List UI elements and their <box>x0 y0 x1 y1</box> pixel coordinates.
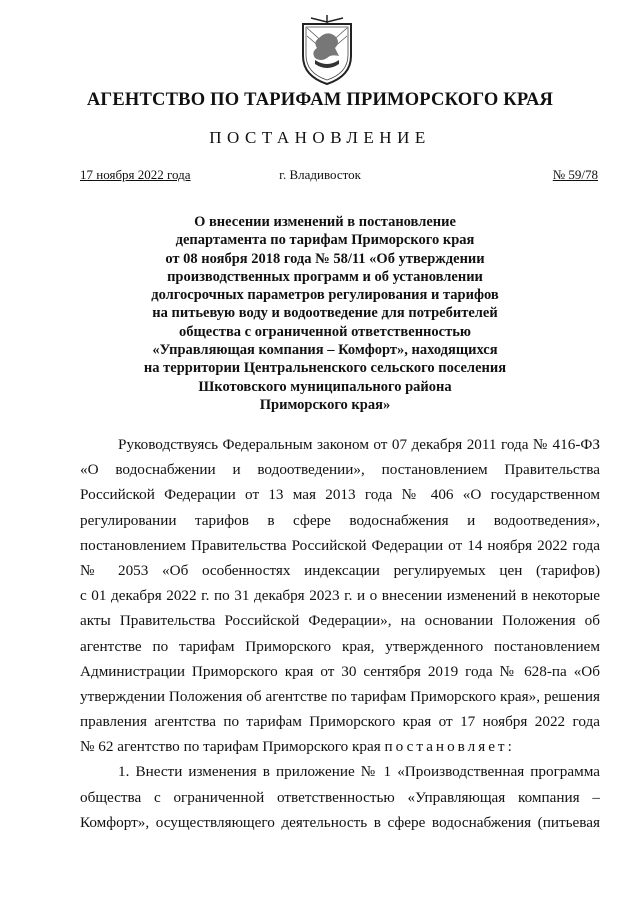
subject-line: общества с ограниченной ответственностью <box>179 323 471 340</box>
body-line: с 01 декабря 2022 г. по 31 декабря 2023 г. и о внесении изменений в некоторые <box>80 587 600 605</box>
document-body <box>80 432 600 835</box>
subject-line: на территории Центральненского сельского поселения <box>143 360 507 377</box>
document-city: г. Владивосток <box>279 167 361 182</box>
body-line: правления агентства по тарифам Приморского края от 17 ноября 2022 года <box>80 713 600 731</box>
body-line: акты Правительства Российской Федерации», на основании Положения об <box>80 612 600 630</box>
subject-line: долгосрочных параметров регулирования и тарифов <box>151 287 499 304</box>
subject-line: от 08 ноября 2018 года № 58/11 «Об утверждении <box>165 250 485 267</box>
body-line: утверждении Положения об агентстве по тарифам Приморского края», решения <box>80 687 600 705</box>
coat-of-arms-emblem <box>297 14 357 86</box>
body-line <box>80 734 600 759</box>
body-line: «О водоснабжении и водоотведении», постановлением Правительства <box>80 461 600 479</box>
subject-line: департамента по тарифам Приморского края <box>175 232 475 249</box>
document-date: 17 ноября 2022 года <box>80 167 191 182</box>
body-line: агентстве по тарифам Приморского края, утвержденного постановлением <box>80 637 600 655</box>
document-type: ПОСТАНОВЛЕНИЕ <box>209 128 431 147</box>
body-line: № 2053 «Об особенностях индексации регулируемых цен (тарифов) <box>80 561 600 579</box>
subject-line: Приморского края» <box>259 396 391 413</box>
document-number: № 59/78 <box>552 167 598 182</box>
subject-line: производственных программ и об установлении <box>167 268 483 285</box>
subject-line: на питьевую воду и водоотведение для потребителей <box>152 305 498 322</box>
body-line: Руководствуясь Федеральным законом от 07 декабря 2011 года № 416-ФЗ <box>118 436 600 453</box>
document-subject <box>80 213 570 414</box>
body-line: постановлением Правительства Российской Федерации от 14 ноября 2022 года <box>80 536 600 554</box>
body-line: регулировании тарифов в сфере водоснабжения и водоотведения», <box>80 511 600 529</box>
body-line: общества с ограниченной ответственностью «Управляющая компания – <box>80 788 600 806</box>
body-line: Комфорт», осуществляющего деятельность в сфере водоснабжения (питьевая <box>80 813 600 831</box>
body-line: 1. Внести изменения в приложение № 1 «Производственная программа <box>118 763 600 781</box>
resolves-word: постановляет: <box>384 738 515 756</box>
subject-line: Шкотовского муниципального района <box>198 378 452 395</box>
body-line: Российской Федерации от 13 мая 2013 года № 406 «О государственном <box>80 486 600 504</box>
subject-line: О внесении изменений в постановление <box>194 214 456 230</box>
body-line: Администрации Приморского края от 30 сентября 2019 года № 628-па «Об <box>80 662 600 680</box>
body-line-text: № 62 агентство по тарифам Приморского края <box>80 738 381 756</box>
subject-line: «Управляющая компания – Комфорт», находящихся <box>152 342 498 359</box>
agency-title: АГЕНТСТВО ПО ТАРИФАМ ПРИМОРСКОГО КРАЯ <box>86 90 554 110</box>
